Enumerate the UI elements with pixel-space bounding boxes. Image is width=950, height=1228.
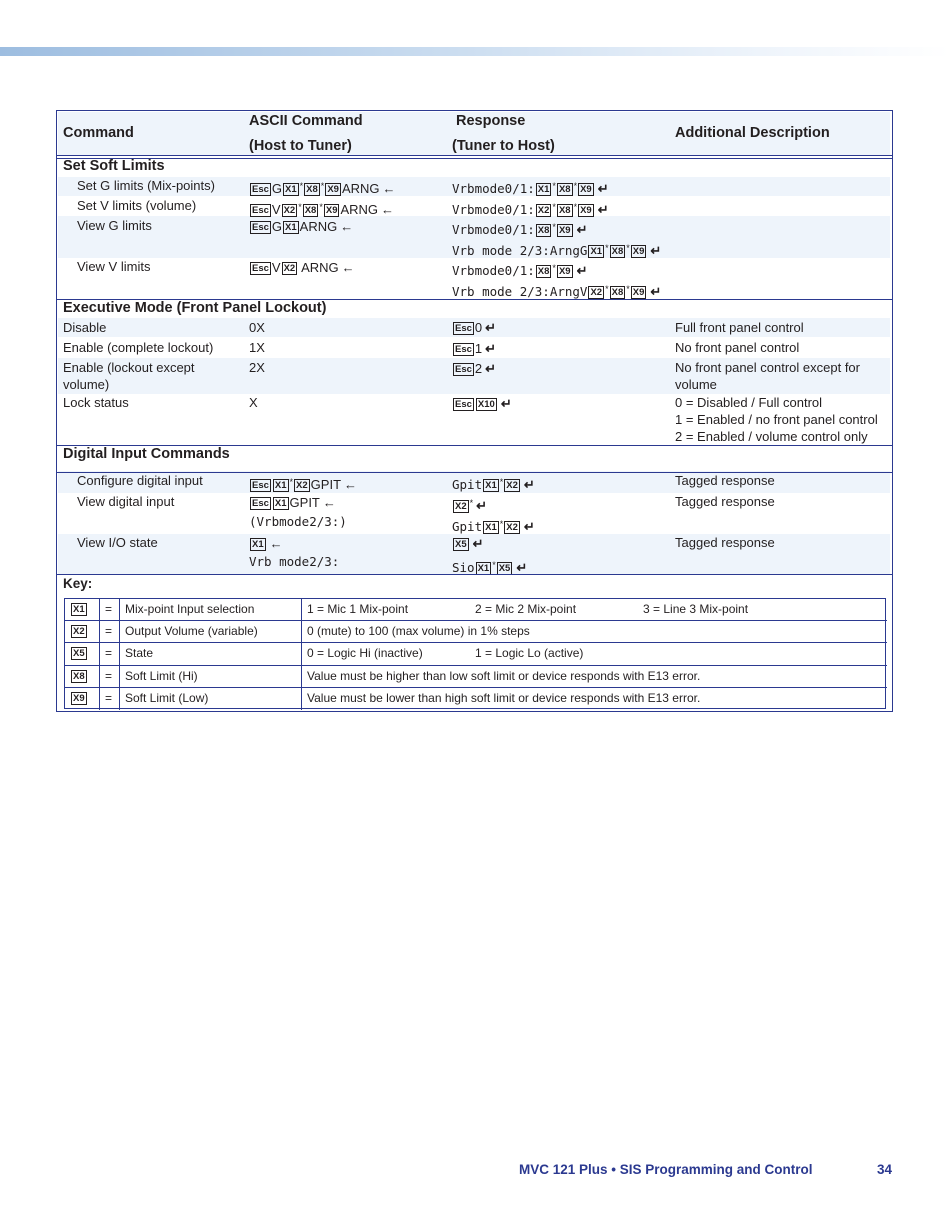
enter-return-icon: ↵ bbox=[576, 222, 588, 237]
x5-variable-icon: X5 bbox=[455, 539, 467, 550]
view-v-limits-label: View V limits bbox=[77, 259, 151, 274]
view-g-limits-response-1 bbox=[452, 219, 587, 238]
set-g-limits-command bbox=[249, 178, 396, 197]
response-text: Gpit bbox=[452, 519, 483, 534]
key-equals: = bbox=[105, 602, 113, 616]
key-row bbox=[70, 669, 88, 683]
esc-key-icon: Esc bbox=[455, 323, 472, 334]
enter-return-icon: ↵ bbox=[523, 519, 535, 534]
command-text: ARNG bbox=[340, 202, 379, 217]
x9-variable-icon: X9 bbox=[73, 693, 85, 704]
top-gradient-bar bbox=[0, 47, 950, 56]
key-name: State bbox=[125, 646, 154, 660]
x9-variable-icon: X9 bbox=[632, 246, 645, 257]
enable-volume-label-line1: Enable (lockout except bbox=[63, 360, 195, 375]
separator-star: * bbox=[552, 222, 556, 232]
key-row-divider bbox=[65, 665, 887, 666]
view-io-state-command bbox=[249, 536, 283, 552]
view-digital-input-command bbox=[249, 495, 336, 511]
header-response-line2: (Tuner to Host) bbox=[452, 138, 555, 154]
enable-response bbox=[452, 341, 496, 357]
disable-description: Full front panel control bbox=[675, 320, 804, 335]
lock-status-response bbox=[452, 396, 512, 412]
x1-variable-icon: X1 bbox=[252, 539, 264, 550]
separator-star: * bbox=[492, 560, 496, 570]
separator-star: * bbox=[299, 181, 304, 191]
carriage-return-icon: ← bbox=[344, 477, 358, 492]
esc-key-icon: Esc bbox=[252, 480, 269, 491]
command-text: G bbox=[271, 219, 283, 234]
header-response-line1: Response bbox=[456, 113, 526, 129]
esc-key-icon: Esc bbox=[252, 205, 269, 216]
enter-return-icon: ↵ bbox=[576, 263, 588, 278]
x9-variable-icon: X9 bbox=[558, 225, 571, 236]
enable-description: No front panel control bbox=[675, 340, 800, 355]
esc-key-icon: Esc bbox=[252, 263, 269, 274]
enter-return-icon: ↵ bbox=[597, 181, 609, 196]
command-text: ARNG bbox=[298, 260, 339, 275]
x8-variable-icon: X8 bbox=[73, 671, 85, 682]
x2-variable-icon: X2 bbox=[283, 263, 296, 274]
x2-variable-icon: X2 bbox=[537, 205, 550, 216]
key-value: 1 = Logic Lo (active) bbox=[475, 646, 584, 660]
enable-volume-description-line2: volume bbox=[675, 377, 717, 392]
configure-digital-input-response bbox=[452, 474, 535, 493]
header-ascii-line1: ASCII Command bbox=[249, 113, 363, 129]
x1-variable-icon: X1 bbox=[274, 498, 287, 509]
x8-variable-icon: X8 bbox=[611, 287, 624, 298]
enter-return-icon: ↵ bbox=[650, 243, 662, 258]
x10-variable-icon: X10 bbox=[477, 399, 495, 410]
separator-star: * bbox=[573, 181, 578, 191]
x8-variable-icon: X8 bbox=[537, 225, 550, 236]
esc-key-icon: Esc bbox=[455, 364, 472, 375]
key-column-divider bbox=[119, 599, 120, 710]
x8-variable-icon: X8 bbox=[304, 205, 317, 216]
separator-star: * bbox=[469, 498, 474, 508]
x2-variable-icon: X2 bbox=[73, 626, 85, 637]
key-row bbox=[70, 646, 88, 660]
section-title-digital-input: Digital Input Commands bbox=[63, 446, 230, 462]
enter-return-icon: ↵ bbox=[485, 320, 497, 335]
x8-variable-icon: X8 bbox=[537, 266, 550, 277]
enter-return-icon: ↵ bbox=[516, 560, 528, 575]
esc-key-icon: Esc bbox=[252, 184, 269, 195]
x2-variable-icon: X2 bbox=[590, 287, 603, 298]
configure-digital-input-label: Configure digital input bbox=[77, 473, 203, 488]
key-value: 0 (mute) to 100 (max volume) in 1% steps bbox=[307, 624, 530, 638]
response-text: 1 bbox=[474, 341, 483, 356]
x1-variable-icon: X1 bbox=[274, 480, 287, 491]
view-g-limits-response-2 bbox=[452, 240, 661, 259]
view-digital-input-label: View digital input bbox=[77, 494, 175, 509]
key-value: 2 = Mic 2 Mix-point bbox=[475, 602, 577, 616]
lock-status-label: Lock status bbox=[63, 395, 129, 410]
x1-variable-icon: X1 bbox=[477, 563, 490, 574]
response-text: Vrbmode0/1: bbox=[452, 202, 535, 217]
enter-return-icon: ↵ bbox=[472, 536, 484, 551]
carriage-return-icon: ← bbox=[322, 495, 336, 510]
key-equals: = bbox=[105, 669, 113, 683]
lock-status-description-line3: 2 = Enabled / volume control only bbox=[675, 429, 868, 444]
view-digital-input-response-2 bbox=[452, 516, 535, 535]
esc-key-icon: Esc bbox=[455, 399, 472, 410]
response-text: 2 bbox=[474, 361, 483, 376]
x8-variable-icon: X8 bbox=[558, 184, 571, 195]
separator-star: * bbox=[605, 243, 609, 253]
section-title-soft-limits: Set Soft Limits bbox=[63, 158, 165, 174]
set-g-limits-label: Set G limits (Mix-points) bbox=[77, 178, 215, 193]
key-value: 0 = Logic Hi (inactive) bbox=[307, 646, 423, 660]
key-name: Soft Limit (Hi) bbox=[125, 669, 198, 683]
lock-status-description-line1: 0 = Disabled / Full control bbox=[675, 395, 823, 410]
x8-variable-icon: X8 bbox=[558, 205, 571, 216]
response-text: Gpit bbox=[452, 477, 483, 492]
separator-star: * bbox=[320, 181, 325, 191]
key-row bbox=[70, 691, 88, 705]
key-name: Output Volume (variable) bbox=[125, 624, 258, 638]
view-digital-input-description: Tagged response bbox=[675, 494, 775, 509]
enter-return-icon: ↵ bbox=[476, 498, 488, 513]
enable-volume-description-line1: No front panel control except for bbox=[675, 360, 860, 375]
separator-star: * bbox=[573, 202, 578, 212]
command-text: V bbox=[271, 202, 281, 217]
key-column-divider bbox=[99, 599, 100, 710]
x9-variable-icon: X9 bbox=[327, 184, 339, 195]
carriage-return-icon: ← bbox=[382, 181, 396, 196]
key-equals: = bbox=[105, 691, 113, 705]
x1-variable-icon: X1 bbox=[485, 522, 497, 533]
separator-star: * bbox=[499, 477, 504, 487]
set-v-limits-command bbox=[249, 199, 394, 218]
view-digital-input-response-1 bbox=[452, 495, 487, 514]
view-v-limits-command bbox=[249, 260, 355, 276]
enable-label: Enable (complete lockout) bbox=[63, 340, 214, 355]
enable-volume-response bbox=[452, 361, 496, 377]
x5-variable-icon: X5 bbox=[498, 563, 511, 574]
command-text: ARNG bbox=[299, 219, 338, 234]
header-command: Command bbox=[63, 125, 134, 141]
key-value: 3 = Line 3 Mix-point bbox=[643, 602, 749, 616]
set-v-limits-label: Set V limits (volume) bbox=[77, 198, 197, 213]
header-divider bbox=[57, 155, 892, 156]
key-column-divider bbox=[301, 599, 302, 710]
x2-variable-icon: X2 bbox=[506, 480, 518, 491]
x8-variable-icon: X8 bbox=[611, 246, 624, 257]
carriage-return-icon: ← bbox=[381, 202, 395, 217]
view-io-state-description: Tagged response bbox=[675, 535, 775, 550]
enter-return-icon: ↵ bbox=[523, 477, 535, 492]
enable-volume-label-line2: volume) bbox=[63, 377, 110, 392]
x9-variable-icon: X9 bbox=[558, 266, 571, 277]
response-text: Vrbmode0/1: bbox=[452, 263, 535, 278]
lock-status-command: X bbox=[249, 395, 258, 410]
section-divider bbox=[57, 574, 892, 575]
header-description: Additional Description bbox=[675, 125, 830, 141]
key-title: Key: bbox=[63, 576, 93, 591]
header-ascii-line2: (Host to Tuner) bbox=[249, 138, 352, 154]
key-row bbox=[70, 624, 88, 638]
enter-return-icon: ↵ bbox=[650, 284, 662, 299]
separator-star: * bbox=[319, 202, 323, 212]
view-v-limits-response-2 bbox=[452, 281, 661, 300]
x9-variable-icon: X9 bbox=[325, 205, 338, 216]
separator-star: * bbox=[552, 181, 556, 191]
view-io-state-label: View I/O state bbox=[77, 535, 158, 550]
x1-variable-icon: X1 bbox=[590, 246, 603, 257]
key-equals: = bbox=[105, 646, 113, 660]
configure-digital-input-description: Tagged response bbox=[675, 473, 775, 488]
response-text: Vrbmode0/1: bbox=[452, 222, 535, 237]
key-table bbox=[64, 598, 886, 709]
response-text: 0 bbox=[474, 320, 483, 335]
command-text: V bbox=[271, 260, 281, 275]
x1-variable-icon: X1 bbox=[485, 480, 497, 491]
command-text: GPIT bbox=[310, 477, 342, 492]
x9-variable-icon: X9 bbox=[580, 205, 592, 216]
view-io-state-command-line2: Vrb mode2/3: bbox=[249, 554, 340, 569]
footer-title: MVC 121 Plus • SIS Programming and Control bbox=[519, 1162, 813, 1177]
carriage-return-icon: ← bbox=[341, 260, 355, 275]
key-row-divider bbox=[65, 687, 887, 688]
key-value: 1 = Mic 1 Mix-point bbox=[307, 602, 409, 616]
esc-key-icon: Esc bbox=[252, 222, 269, 233]
separator-star: * bbox=[552, 263, 556, 273]
x8-variable-icon: X8 bbox=[306, 184, 318, 195]
section-title-executive-mode: Executive Mode (Front Panel Lockout) bbox=[63, 300, 327, 316]
response-text: Vrb mode 2/3:ArngG bbox=[452, 243, 588, 258]
carriage-return-icon: ← bbox=[340, 219, 354, 234]
response-text: Sio bbox=[452, 560, 475, 575]
separator-star: * bbox=[552, 202, 556, 212]
key-value: Value must be lower than high soft limit or device responds with E13 error. bbox=[307, 691, 701, 705]
esc-key-icon: Esc bbox=[455, 344, 472, 355]
view-g-limits-command bbox=[249, 219, 353, 235]
disable-response bbox=[452, 320, 496, 336]
x9-variable-icon: X9 bbox=[632, 287, 645, 298]
key-row bbox=[70, 602, 88, 616]
command-text: G bbox=[271, 181, 283, 196]
disable-command: 0X bbox=[249, 320, 265, 335]
enable-volume-command: 2X bbox=[249, 360, 265, 375]
separator-star: * bbox=[499, 519, 504, 529]
separator-star: * bbox=[626, 284, 630, 294]
esc-key-icon: Esc bbox=[252, 498, 269, 509]
key-value: Value must be higher than low soft limit or device responds with E13 error. bbox=[307, 669, 701, 683]
separator-star: * bbox=[605, 284, 609, 294]
x2-variable-icon: X2 bbox=[283, 205, 296, 216]
carriage-return-icon: ← bbox=[269, 536, 283, 551]
separator-star: * bbox=[298, 202, 302, 212]
enter-return-icon: ↵ bbox=[485, 361, 497, 376]
x5-variable-icon: X5 bbox=[73, 648, 85, 659]
x2-variable-icon: X2 bbox=[506, 522, 518, 533]
x9-variable-icon: X9 bbox=[580, 184, 592, 195]
command-text: ARNG bbox=[341, 181, 380, 196]
enter-return-icon: ↵ bbox=[597, 202, 609, 217]
enable-command: 1X bbox=[249, 340, 265, 355]
view-v-limits-response-1 bbox=[452, 260, 587, 279]
enter-return-icon: ↵ bbox=[485, 341, 497, 356]
header-divider bbox=[57, 158, 892, 159]
key-name: Mix-point Input selection bbox=[125, 602, 255, 616]
view-g-limits-label: View G limits bbox=[77, 218, 152, 233]
set-v-limits-response bbox=[452, 199, 609, 218]
key-name: Soft Limit (Low) bbox=[125, 691, 209, 705]
lock-status-description-line2: 1 = Enabled / no front panel control bbox=[675, 412, 878, 427]
page-number: 34 bbox=[877, 1162, 893, 1177]
set-g-limits-response bbox=[452, 178, 609, 197]
response-text: Vrbmode0/1: bbox=[452, 181, 535, 196]
key-equals: = bbox=[105, 624, 113, 638]
x2-variable-icon: X2 bbox=[455, 501, 467, 512]
command-text: GPIT bbox=[289, 495, 320, 510]
x1-variable-icon: X1 bbox=[285, 222, 297, 233]
x1-variable-icon: X1 bbox=[73, 604, 85, 615]
response-text: Vrb mode 2/3:ArngV bbox=[452, 284, 588, 299]
configure-digital-input-command bbox=[249, 474, 357, 493]
x1-variable-icon: X1 bbox=[285, 184, 297, 195]
view-digital-input-command-line2: (Vrbmode2/3:) bbox=[249, 514, 347, 529]
x2-variable-icon: X2 bbox=[296, 480, 308, 491]
separator-star: * bbox=[626, 243, 630, 253]
x1-variable-icon: X1 bbox=[537, 184, 550, 195]
view-io-state-response-1 bbox=[452, 536, 484, 552]
disable-label: Disable bbox=[63, 320, 107, 335]
separator-star: * bbox=[289, 477, 294, 487]
enter-return-icon: ↵ bbox=[500, 396, 512, 411]
key-row-divider bbox=[65, 642, 887, 643]
key-row-divider bbox=[65, 620, 887, 621]
command-table bbox=[56, 110, 893, 712]
